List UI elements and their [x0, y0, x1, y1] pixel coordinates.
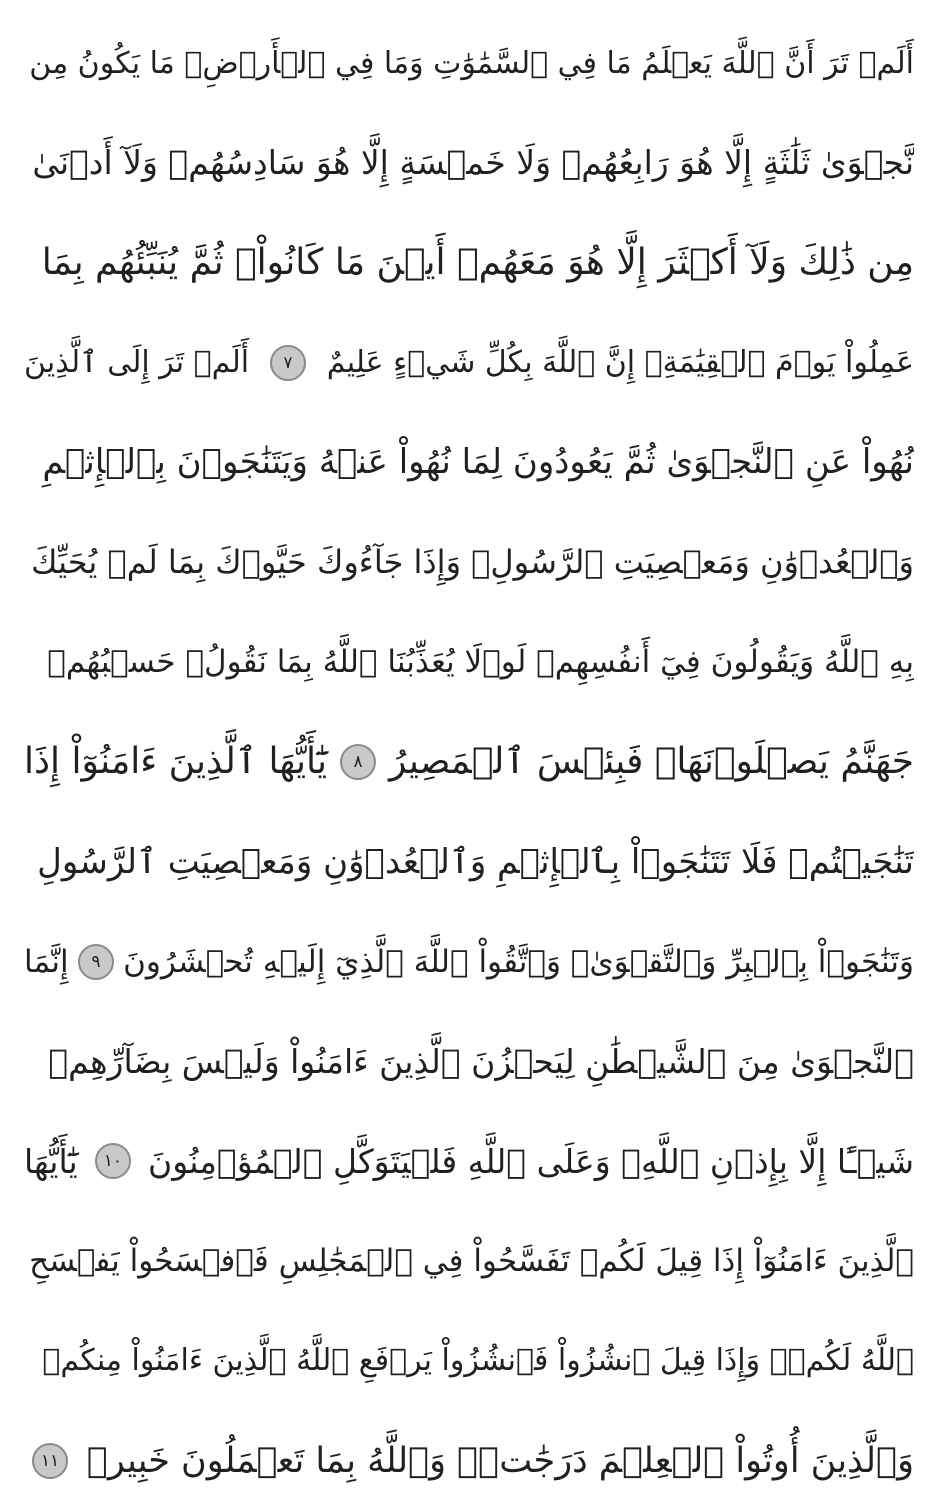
text-line: [24, 1320, 914, 1402]
text-line: [24, 521, 914, 603]
text-line: [24, 921, 914, 1003]
text-line: [24, 421, 914, 503]
verse-text: وَتَنَٰجَوۡاْ بِٱلۡبِرِّ وَٱلتَّقۡوَىٰۖ وَٱتَّقُواْ ٱللَّهَ ٱلَّذِيٓ إِلَيۡهِ تُحۡشَرُونَ: [123, 943, 914, 980]
verse-number-marker: ٨: [340, 744, 376, 780]
text-line: [24, 821, 914, 903]
text-line: [24, 322, 914, 404]
verse-text: مِن ذَٰلِكَ وَلَآ أَكۡثَرَ إِلَّا هُوَ مَعَهُمۡ أَيۡنَ مَا كَانُواْۖ ثُمَّ يُنَبِّئُهُم بِمَا: [41, 242, 914, 284]
verse-text: وَٱلۡعُدۡوَٰنِ وَمَعۡصِيَتِ ٱلرَّسُولِۖ وَإِذَا جَآءُوكَ حَيَّوۡكَ بِمَا لَمۡ يُحَيِّكَ: [31, 543, 914, 582]
verse-text: ٱلَّذِينَ ءَامَنُوٓاْ إِذَا قِيلَ لَكُمۡ تَفَسَّحُواْ فِي ٱلۡمَجَٰلِسِ فَٱفۡسَحُواْ يَفۡسَحِ: [29, 1243, 914, 1280]
verse-number-marker: ١١: [32, 1443, 68, 1479]
verse-text: عَمِلُواْ يَوۡمَ ٱلۡقِيَٰمَةِۚ إِنَّ ٱللَّهَ بِكُلِّ شَيۡءٍ عَلِيمٌ: [326, 345, 914, 381]
verse-text: إِنَّمَا: [24, 943, 69, 980]
verse-text: تَنَٰجَيۡتُمۡ فَلَا تَتَنَٰجَوۡاْ بِٱلۡإِثۡمِ وَٱلۡعُدۡوَٰنِ وَمَعۡصِيَتِ ٱلرَّسُولِ: [37, 842, 914, 883]
text-line: [24, 122, 914, 204]
text-line: [24, 1120, 914, 1202]
verse-text: يَٰٓأَيُّهَا: [24, 1141, 78, 1181]
text-line: [24, 721, 914, 803]
verse-number-marker: ١٠: [95, 1143, 131, 1179]
verse-text: شَيۡـًٔا إِلَّا بِإِذۡنِ ٱللَّهِۚ وَعَلَى ٱللَّهِ فَلۡيَتَوَكَّلِ ٱلۡمُؤۡمِنُونَ: [147, 1141, 914, 1181]
verse-text: ٱلنَّجۡوَىٰ مِنَ ٱلشَّيۡطَٰنِ لِيَحۡزُنَ ٱلَّذِينَ ءَامَنُواْ وَلَيۡسَ بِضَآرِّهِمۡ: [48, 1041, 914, 1081]
verse-number-marker: ٩: [78, 944, 114, 980]
text-line: [24, 22, 914, 104]
verse-text: وَٱلَّذِينَ أُوتُواْ ٱلۡعِلۡمَ دَرَجَٰتٖۚ وَٱللَّهُ بِمَا تَعۡمَلُونَ خَبِيرٞ: [86, 1440, 914, 1481]
verse-text: ٱللَّهُ لَكُمۡۖ وَإِذَا قِيلَ ٱنشُزُواْ فَٱنشُزُواْ يَرۡفَعِ ٱللَّهُ ٱلَّذِينَ ءَامَنُواْ مِنكُمۡ: [42, 1343, 914, 1379]
verse-text: نَّجۡوَىٰ ثَلَٰثَةٍ إِلَّا هُوَ رَابِعُهُمۡ وَلَا خَمۡسَةٍ إِلَّا هُوَ سَادِسُهُمۡ وَلَآ أَدۡنَىٰ: [32, 143, 914, 183]
text-line: [24, 1420, 914, 1502]
verse-number-marker: ٧: [270, 345, 306, 381]
text-line: [24, 1220, 914, 1302]
verse-text: جَهَنَّمُ يَصۡلَوۡنَهَاۖ فَبِئۡسَ ٱلۡمَصِيرُ: [388, 741, 914, 783]
verse-text: أَلَمۡ تَرَ أَنَّ ٱللَّهَ يَعۡلَمُ مَا فِي ٱلسَّمَٰوَٰتِ وَمَا فِي ٱلۡأَرۡضِۖ مَا يَكُونُ مِن: [29, 45, 914, 81]
verse-text: يَٰٓأَيُّهَا ٱلَّذِينَ ءَامَنُوٓاْ إِذَا: [24, 741, 328, 783]
verse-text: نُهُواْ عَنِ ٱلنَّجۡوَىٰ ثُمَّ يَعُودُونَ لِمَا نُهُواْ عَنۡهُ وَيَتَنَٰجَوۡنَ بِٱلۡإِثۡمِ: [42, 442, 914, 483]
verse-text: أَلَمۡ تَرَ إِلَى ٱلَّذِينَ: [24, 345, 250, 381]
text-line: [24, 1020, 914, 1102]
verse-text: بِهِ ٱللَّهُ وَيَقُولُونَ فِيٓ أَنفُسِهِمۡ لَوۡلَا يُعَذِّبُنَا ٱللَّهُ بِمَا نَقُولُۚ حَسۡبُهُمۡ: [47, 644, 914, 681]
text-line: [24, 621, 914, 703]
text-line: [24, 222, 914, 304]
